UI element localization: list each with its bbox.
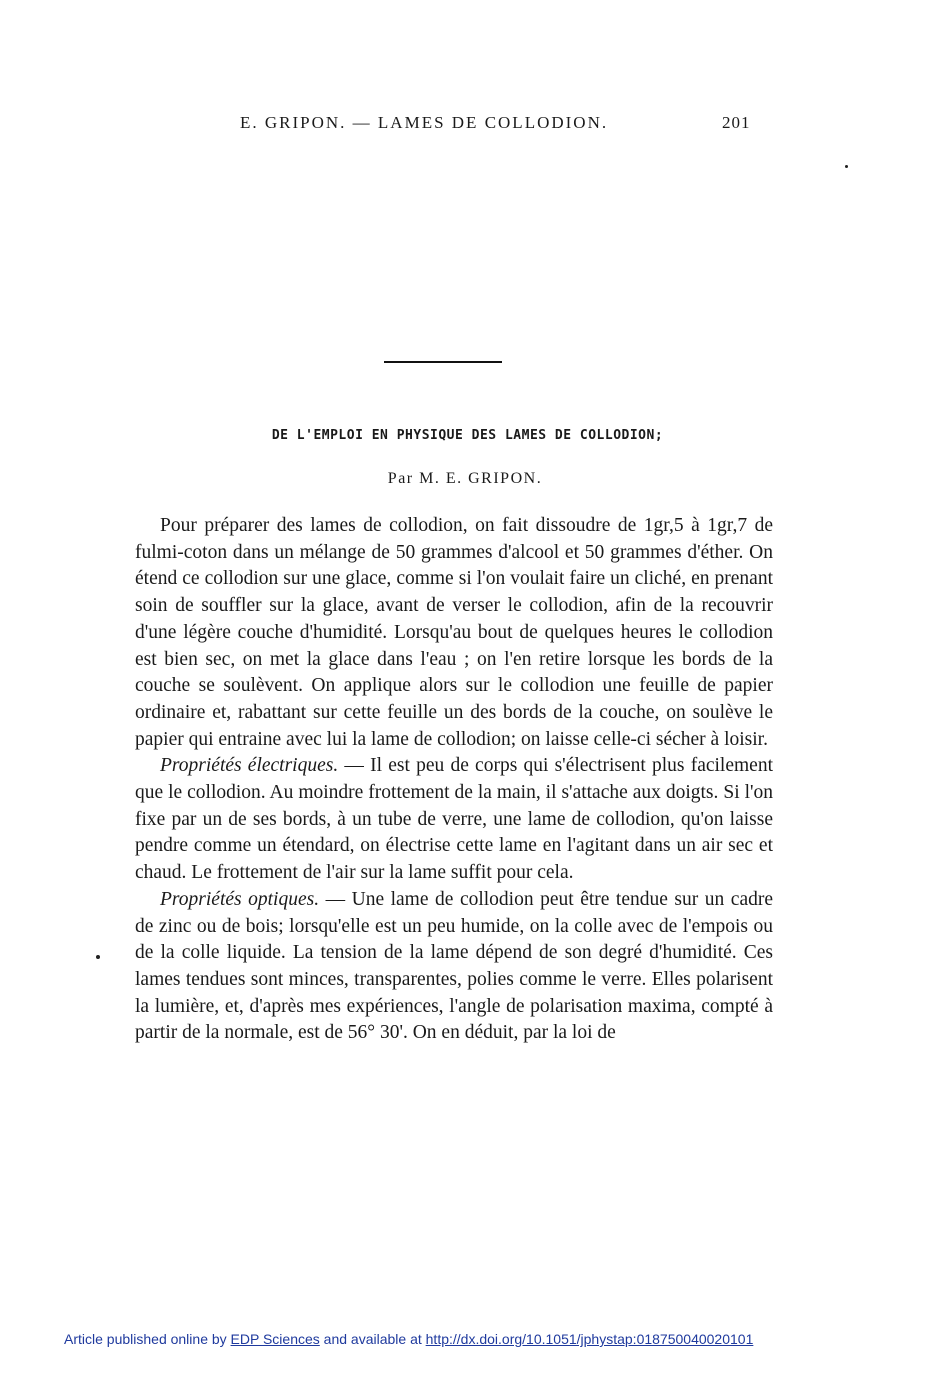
section-heading-optical: Propriétés optiques. — [160, 888, 320, 910]
article-body — [135, 513, 773, 1047]
margin-mark — [96, 955, 100, 959]
article-author: Par M. E. GRIPON. — [387, 470, 543, 487]
footer-middle: and available at — [319, 1331, 426, 1347]
publisher-link[interactable]: EDP Sciences — [230, 1331, 320, 1347]
footer-prefix: Article published online by — [64, 1331, 231, 1347]
paragraph-text: Pour préparer des lames de collodion, on fait dissoudre de 1gr,5 à 1gr,7 de fulmi-coton dans un mélange de 50 grammes d'alcool et 50 grammes d'éther. On étend ce collodion sur une glace, comme si l'on voulait faire un cliché, en prenant soin de souffler sur la glace, avant de verser le collodion, afin de la recouvrir d'une légère couche d'humidité. Lorsqu'au bout de quelques heures le collodion est bien sec, on met la glace dans l'eau ; on l'en retire lorsque les bords de la couche se soulèvent. On applique alors sur le collodion une feuille de papier ordinaire et, rabattant sur cette feuille un des bords de la couche, on soulève le papier qui entraine avec lui la lame de collodion; on laisse celle-ci sécher à loisir. — [135, 515, 773, 750]
doi-link[interactable]: http://dx.doi.org/10.1051/jphystap:018750040020101 — [425, 1331, 754, 1347]
paragraph-text: — Il est peu de corps qui s'électrisent plus facilement que le collodion. Au moindre frottement de la main, il s'attache aux doigts. Si l'on fixe par un de ses bords, à un tube de verre, une lame de collodion, qu'on laisse pendre comme un étendard, on électrise cette lame en l'agitant dans un air sec et chaud. Le frottement de l'air sur la lame suffit pour cela. — [135, 755, 773, 884]
paragraph-text: — Une lame de collodion peut être tendue sur un cadre de zinc ou de bois; lorsqu'elle est un peu humide, on la colle avec de l'empois ou de la colle liquide. La tension de la lame dépend de son degré d'humidité. Ces lames tendues sont minces, transparentes, polies comme le verre. Elles polarisent la lumière, et, d'après mes expériences, l'angle de polarisation maxima, compté à partir de la normale, est de 56° 30'. On en déduit, par la loi de — [135, 888, 773, 1044]
page-number: 201 — [722, 113, 751, 132]
corner-mark — [845, 165, 848, 168]
footer-citation — [64, 1331, 753, 1347]
section-heading-electrical: Propriétés électriques. — [160, 755, 339, 777]
paragraph-preparation — [135, 513, 773, 753]
title-rule — [384, 361, 502, 363]
paragraph-electrical — [135, 753, 773, 887]
article-title: DE L'EMPLOI EN PHYSIQUE DES LAMES DE COLLODION; — [271, 428, 664, 443]
running-head: E. GRIPON. — LAMES DE COLLODION. — [240, 113, 609, 132]
paragraph-optical — [135, 887, 773, 1047]
